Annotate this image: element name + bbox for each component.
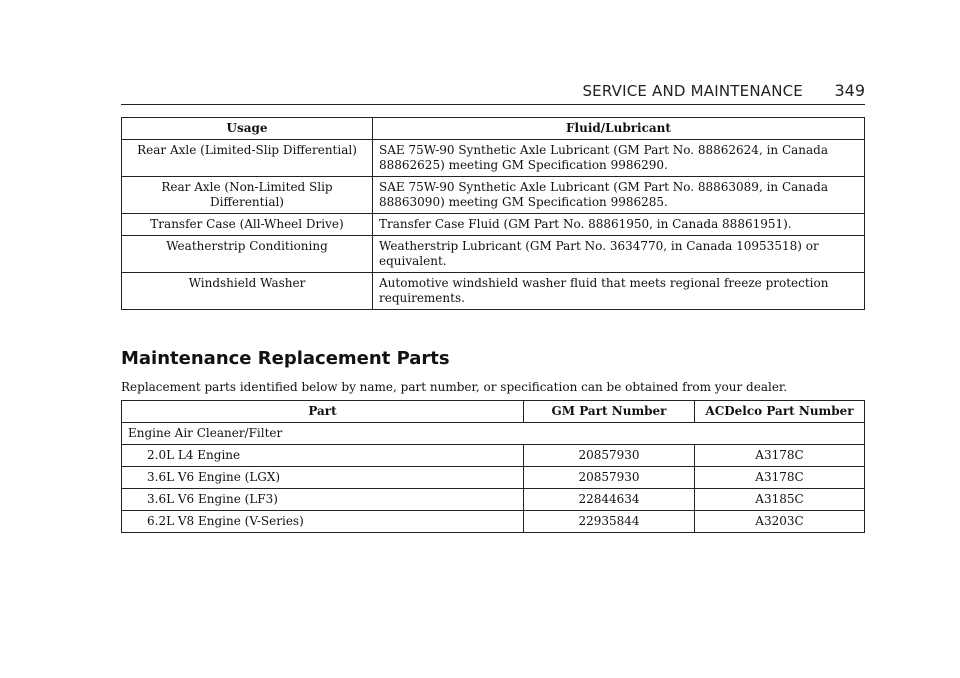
parts-table <box>121 400 865 533</box>
table-header-row <box>122 118 865 140</box>
column-header-usage: Usage <box>122 118 373 140</box>
fluid-cell: SAE 75W-90 Synthetic Axle Lubricant (GM Part No. 88862624, in Canada 88862625) meeting GM Specification 9986290. <box>373 140 865 177</box>
acdelco-part-number-cell: A3178C <box>695 445 865 467</box>
fluid-cell: Weatherstrip Lubricant (GM Part No. 3634770, in Canada 10953518) or equivalent. <box>373 236 865 273</box>
usage-cell: Rear Axle (Limited-Slip Differential) <box>122 140 373 177</box>
part-cell: 3.6L V6 Engine (LF3) <box>122 489 524 511</box>
column-header-part: Part <box>122 401 524 423</box>
column-header-gm-part-number: GM Part Number <box>524 401 695 423</box>
table-group-row <box>122 423 865 445</box>
table-header-row <box>122 401 865 423</box>
fluid-cell: SAE 75W-90 Synthetic Axle Lubricant (GM Part No. 88863089, in Canada 88863090) meeting GM Specification 9986285. <box>373 177 865 214</box>
fluid-cell: Automotive windshield washer fluid that meets regional freeze protection requirements. <box>373 273 865 310</box>
usage-cell: Windshield Washer <box>122 273 373 310</box>
page-header <box>121 80 865 105</box>
table-row <box>122 140 865 177</box>
table-row <box>122 445 865 467</box>
fluid-cell: Transfer Case Fluid (GM Part No. 88861950, in Canada 88861951). <box>373 214 865 236</box>
part-cell: 2.0L L4 Engine <box>122 445 524 467</box>
page-number: 349 <box>834 81 865 100</box>
table-row <box>122 273 865 310</box>
table-row <box>122 467 865 489</box>
acdelco-part-number-cell: A3178C <box>695 467 865 489</box>
table-row <box>122 236 865 273</box>
part-cell: 6.2L V8 Engine (V-Series) <box>122 511 524 533</box>
table-row <box>122 489 865 511</box>
table-row <box>122 511 865 533</box>
table-row <box>122 177 865 214</box>
gm-part-number-cell: 20857930 <box>524 445 695 467</box>
gm-part-number-cell: 22844634 <box>524 489 695 511</box>
fluids-table <box>121 117 865 310</box>
usage-cell: Weatherstrip Conditioning <box>122 236 373 273</box>
gm-part-number-cell: 20857930 <box>524 467 695 489</box>
part-cell: 3.6L V6 Engine (LGX) <box>122 467 524 489</box>
column-header-acdelco-part-number: ACDelco Part Number <box>695 401 865 423</box>
group-label: Engine Air Cleaner/Filter <box>122 423 865 445</box>
gm-part-number-cell: 22935844 <box>524 511 695 533</box>
section-intro: Replacement parts identified below by name, part number, or specification can be obtained from your dealer. <box>121 380 788 394</box>
usage-cell: Transfer Case (All-Wheel Drive) <box>122 214 373 236</box>
section-title: SERVICE AND MAINTENANCE <box>582 82 803 100</box>
usage-cell: Rear Axle (Non-Limited Slip Differential) <box>122 177 373 214</box>
section-heading: Maintenance Replacement Parts <box>121 348 450 369</box>
column-header-fluid: Fluid/Lubricant <box>373 118 865 140</box>
table-row <box>122 214 865 236</box>
acdelco-part-number-cell: A3203C <box>695 511 865 533</box>
acdelco-part-number-cell: A3185C <box>695 489 865 511</box>
